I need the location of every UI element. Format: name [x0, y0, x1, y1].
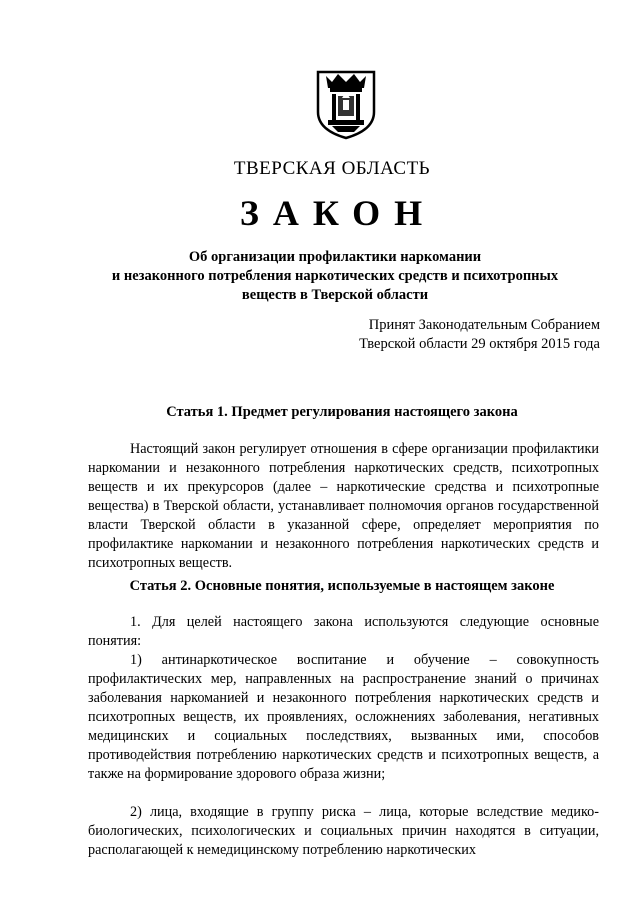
region-name: ТВЕРСКАЯ ОБЛАСТЬ	[233, 158, 431, 179]
adoption-line: Принят Законодательным Собранием	[368, 317, 600, 333]
coat-of-arms-emblem	[314, 68, 378, 140]
article-2-paragraph: 1) антинаркотическое воспитание и обучение – совокупность профилактических мер, направленных на распространение знаний о причинах заболевания наркоманией и незаконного потребления наркотических средств и психотропных веществ, их проявлениях, осложнениях заболевания, негативных медицинских и социальных последствиях, вызванных ими, способов противодействия потреблению наркотических средств и психотропных веществ, а также на формирование здорового образа жизни;	[88, 652, 599, 782]
adoption-note	[280, 316, 600, 354]
law-title-line: Об организации профилактики наркомании	[188, 249, 482, 265]
article-2-paragraph: 2) лица, входящие в группу риска – лица, которые вследствие медико-биологических, психологических и социальных причин находятся в ситуации, располагающей к немедицинскому потреблению наркотических	[88, 804, 599, 858]
article-1-text: Настоящий закон регулирует отношения в сфере организации профилактики наркомании и незаконного потребления наркотических средств, психотропных веществ и их прекурсоров (далее – наркотические средства и психотропные вещества) в Тверской области, устанавливает полномочия органов государственной власти Тверской области в указанной сфере, определяет мероприятия по профилактике наркомании и незаконного потребления наркотических средств и психотропных веществ.	[88, 441, 599, 571]
adoption-line: Тверской области 29 октября 2015 года	[359, 336, 600, 352]
law-title-line: и незаконного потребления наркотических средств и психотропных	[111, 268, 559, 284]
law-title	[90, 248, 580, 305]
document-type: ЗАКОН	[239, 193, 437, 233]
article-1-heading: Статья 1. Предмет регулирования настоящего закона	[166, 404, 518, 420]
law-title-line: веществ в Тверской области	[241, 287, 429, 303]
article-2-heading: Статья 2. Основные понятия, используемые в настоящем законе	[129, 578, 555, 594]
article-2-paragraph: 1. Для целей настоящего закона используются следующие основные понятия:	[88, 614, 599, 649]
